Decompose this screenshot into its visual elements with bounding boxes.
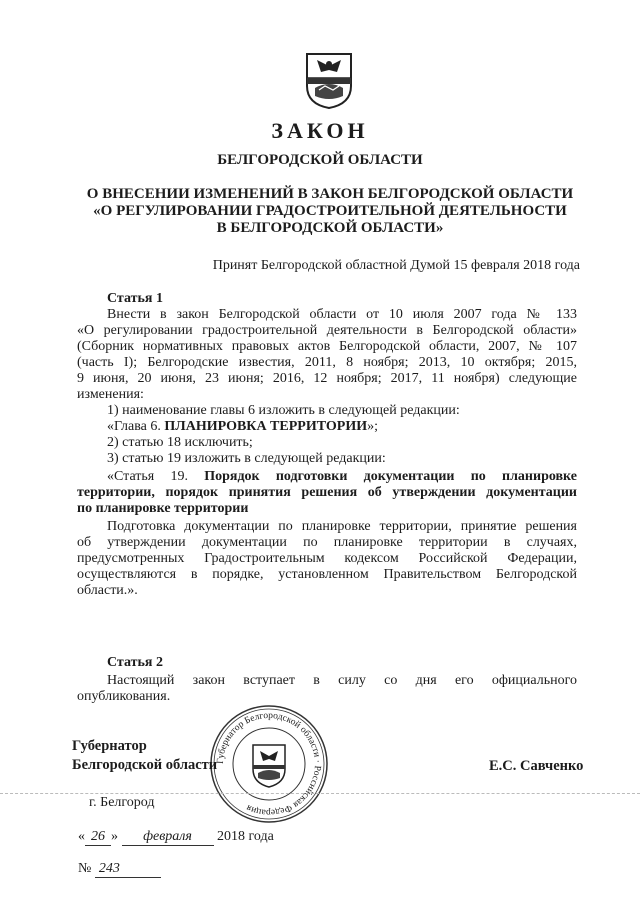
article-1-line: Внести в закон Белгородской области от 10 июля 2007 года № 133 [107, 307, 577, 322]
region-subtitle: БЕЛГОРОДСКОЙ ОБЛАСТИ [217, 152, 423, 168]
article-2-line: Настоящий закон вступает в силу со дня его официального [107, 673, 577, 688]
date-close-quote: » [111, 829, 118, 844]
chapter-suffix: »; [367, 419, 378, 434]
signing-date [78, 829, 274, 846]
seal-text: Губернатор Белгородской области · Российская Федерация [215, 710, 323, 818]
chapter-name: ПЛАНИРОВКА ТЕРРИТОРИИ [164, 419, 368, 434]
place-underline [0, 793, 640, 794]
article-2-title: Статья 2 [107, 655, 163, 670]
law-number [78, 861, 161, 878]
article-19-title-line: по планировке территории [77, 501, 249, 516]
item-3: 3) статью 19 изложить в следующей редакции: [107, 451, 386, 466]
adoption-note: Принят Белгородской областной Думой 15 февраля 2018 года [212, 258, 580, 273]
chapter-6-line [77, 419, 577, 435]
position-line: Белгородской области [72, 757, 218, 773]
coat-of-arms-emblem [303, 50, 355, 110]
article-19-heading-line [77, 469, 577, 485]
official-seal [208, 703, 330, 825]
number-prefix: № [78, 861, 92, 876]
date-year: 2018 года [217, 829, 274, 844]
article-19-text-line: об утверждении документации по планировке территории в случаях, [77, 535, 577, 550]
heading-line: О ВНЕСЕНИИ ИЗМЕНЕНИЙ В ЗАКОН БЕЛГОРОДСКОЙ ОБЛАСТИ [86, 186, 574, 202]
article-19-text-line: осуществляются в порядке, установленном Правительством Белгородской [77, 567, 577, 582]
article-19-text-line: области.». [77, 583, 138, 598]
article-2-body [77, 673, 577, 705]
law-heading [60, 186, 600, 237]
article-19-title: Порядок подготовки документации по планировке [204, 469, 577, 484]
date-open-quote: « [78, 829, 85, 844]
law-title: ЗАКОН [271, 118, 369, 143]
article-1-line: 9 июня, 20 июня, 23 июня; 2016, 12 ноября; 2017, 11 ноября) следующие [77, 371, 577, 386]
signing-place: г. Белгород [89, 795, 155, 810]
article-1-line: (Сборник нормативных правовых актов Белгородской области, 2007, № 107 [77, 339, 577, 354]
signatory-position [72, 737, 217, 775]
date-month: февраля [122, 829, 214, 846]
date-day: 26 [85, 829, 111, 846]
article-1-line: «О регулировании градостроительной деятельности в Белгородской области» [77, 323, 577, 338]
heading-line: В БЕЛГОРОДСКОЙ ОБЛАСТИ» [216, 220, 444, 236]
article-1-body [77, 307, 577, 599]
item-1: 1) наименование главы 6 изложить в следующей редакции: [107, 403, 460, 418]
article-1-line: (часть I); Белгородские известия, 2011, 8 ноября; 2013, 10 октября; 2015, [77, 355, 577, 370]
number-value: 243 [95, 861, 161, 878]
item-2: 2) статью 18 исключить; [107, 435, 253, 450]
heading-line: «О РЕГУЛИРОВАНИИ ГРАДОСТРОИТЕЛЬНОЙ ДЕЯТЕЛЬНОСТИ [93, 203, 567, 219]
article-1-title: Статья 1 [107, 291, 163, 306]
article-19-title-line: территории, порядок принятия решения об утверждении документации [77, 485, 577, 500]
position-line: Губернатор [72, 738, 147, 754]
article-2-line: опубликования. [77, 689, 171, 704]
article-19-text-line: предусмотренных Градостроительным кодексом Российской Федерации, [77, 551, 577, 566]
article-19-prefix: «Статья 19. [107, 469, 188, 484]
article-19-text-line: Подготовка документации по планировке территории, принятие решения [107, 519, 577, 534]
chapter-prefix: «Глава 6. [107, 419, 165, 434]
article-1-line: изменения: [77, 387, 144, 402]
signatory-name: Е.С. Савченко [489, 758, 584, 774]
